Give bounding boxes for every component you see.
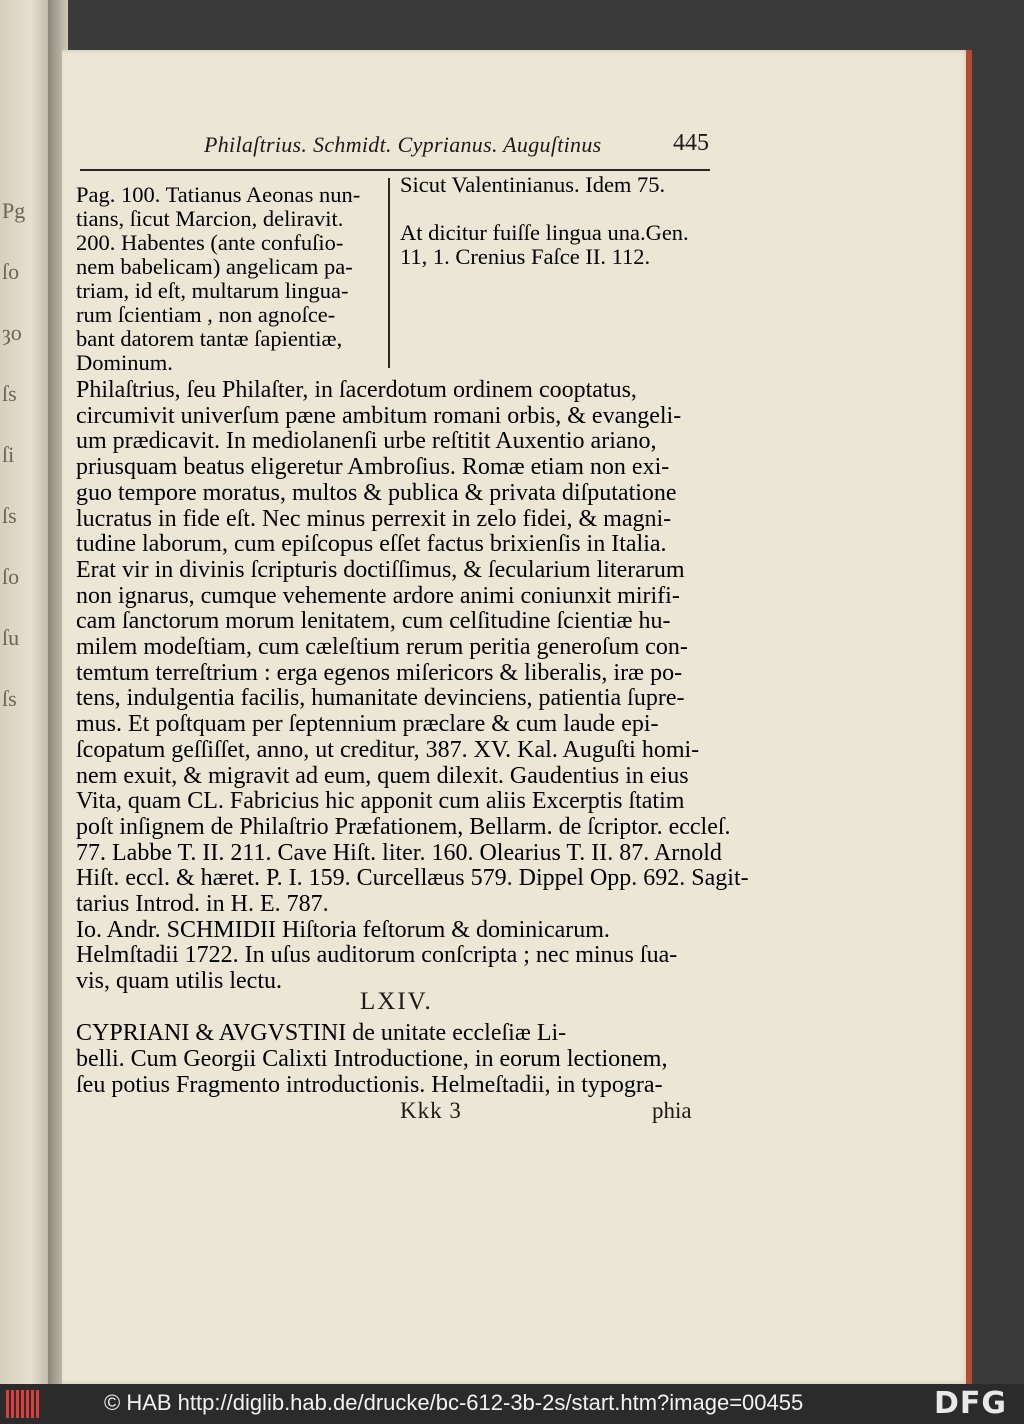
signature-mark: Kkk 3 xyxy=(400,1098,462,1123)
left-column-line: Pag. 100. Tatianus Aeonas nun- xyxy=(76,182,361,207)
section-entry xyxy=(76,1020,667,1098)
copyright-link[interactable]: © HAB http://diglib.hab.de/drucke/bc-612-3b-2s/start.htm?image=00455 xyxy=(104,1390,804,1415)
right-column-line: At dicitur fuiſſe lingua una.Gen. xyxy=(400,220,689,245)
left-column-line: triam, id eſt, multarum lingua- xyxy=(76,278,349,303)
right-column-line xyxy=(400,197,689,221)
body-paragraphs xyxy=(76,378,749,995)
dfg-logo: DFG xyxy=(934,1386,1008,1421)
previous-page-edge xyxy=(0,0,52,1384)
body-line: Philaſtrius, ſeu Philaſter, in ſacerdotum ordinem cooptatus, xyxy=(76,377,637,403)
body-line: Helmſtadii 1722. In uſus auditorum conſcripta ; nec minus ſua- xyxy=(76,942,678,969)
section-line: ſeu potius Fragmento introductionis. Helmeſtadii, in typogra- xyxy=(76,1072,663,1098)
right-annotation-column xyxy=(400,173,689,269)
catchword: phia xyxy=(652,1098,692,1123)
section-line: belli. Cum Georgii Calixti Introductione, in eorum lectionem, xyxy=(76,1046,668,1072)
body-line: Vita, quam CL. Fabricius hic apponit cum aliis Excerptis ſtatim xyxy=(76,788,685,815)
left-column-line: 200. Habentes (ante confuſio- xyxy=(76,230,344,255)
left-column-line: rum ſcientiam , non agnoſce- xyxy=(76,302,336,327)
right-column-line: 11, 1. Crenius Faſce II. 112. xyxy=(400,244,651,269)
body-line: priusquam beatus eligeretur Ambroſius. Romæ etiam non exi- xyxy=(76,454,670,481)
body-line: non ignarus, cumque vehemente ardore animi coniunxit mirifi- xyxy=(76,582,680,609)
body-line: milem modeſtiam, cum cæleſtium rerum peritia generoſum con- xyxy=(76,634,688,661)
left-column-line: tians, ſicut Marcion, deliravit. xyxy=(76,206,344,231)
body-line: ſcopatum geſſiſſet, anno, ut creditur, 387. XV. Kal. Auguſti homi- xyxy=(76,736,700,763)
body-line: um prædicavit. In mediolanenſi urbe reſtitit Auxentio ariano, xyxy=(76,428,657,455)
section-number: LXIV. xyxy=(360,988,433,1015)
body-line: lucratus in fide eſt. Nec minus perrexit in zelo fidei, & magni- xyxy=(76,505,672,532)
running-title: Philaſtrius. Schmidt. Cyprianus. Auguſtinus xyxy=(204,132,602,157)
left-column-line: nem babelicam) angelicam pa- xyxy=(76,254,353,279)
body-line: circumivit univerſum pæne ambitum romani orbis, & evangeli- xyxy=(76,402,682,429)
left-column-line: bant datorem tantæ ſapientiæ, xyxy=(76,326,343,351)
hab-barcode-icon xyxy=(6,1390,40,1418)
body-line: temtum terreſtrium : erga egenos miſericors & liberalis, iræ po- xyxy=(76,659,683,686)
body-line: tarius Introd. in H. E. 787. xyxy=(76,891,329,918)
footer-bar xyxy=(0,1384,1024,1424)
body-line: tudine laborum, cum epiſcopus eſſet factus brixienſis in Italia. xyxy=(76,531,667,558)
header-rule xyxy=(80,169,710,171)
body-line: poſt inſignem de Philaſtrio Præfationem, Bellarm. de ſcriptor. eccleſ. xyxy=(76,813,731,840)
body-line: vis, quam utilis lectu. xyxy=(76,968,282,995)
body-line: tens, indulgentia facilis, humanitate devinciens, patientia ſupre- xyxy=(76,685,685,712)
body-line: Io. Andr. SCHMIDII Hiſtoria feſtorum & dominicarum. xyxy=(76,916,610,943)
body-line: cam ſanctorum morum lenitatem, cum celſitudine ſcientiæ hu- xyxy=(76,608,671,635)
page-number: 445 xyxy=(673,130,709,156)
left-column-line: Dominum. xyxy=(76,350,173,375)
body-line: nem exuit, & migravit ad eum, quem dilexit. Gaudentius in eius xyxy=(76,762,689,789)
left-annotation-column xyxy=(76,183,360,375)
section-line: CYPRIANI & AVGVSTINI de unitate eccleſiæ Li- xyxy=(76,1020,567,1046)
previous-page-fragments: Pg ſo ȝo ſs ſi ſs ſo ſu ſs xyxy=(2,198,26,711)
body-line: Hiſt. eccl. & hæret. P. I. 159. Curcellæus 579. Dippel Opp. 692. Sagit- xyxy=(76,865,749,892)
body-line: Erat vir in divinis ſcripturis doctiſſimus, & ſecularium literarum xyxy=(76,556,685,583)
body-line: mus. Et poſtquam per ſeptennium præclare & cum laude epi- xyxy=(76,711,659,738)
right-column-line: Sicut Valentinianus. Idem 75. xyxy=(400,172,666,197)
column-divider xyxy=(388,178,390,368)
red-page-edge xyxy=(966,50,972,1384)
body-line: guo tempore moratus, multos & publica & privata diſputatione xyxy=(76,479,677,506)
body-line: 77. Labbe T. II. 211. Cave Hiſt. liter. 160. Olearius T. II. 87. Arnold xyxy=(76,839,722,866)
